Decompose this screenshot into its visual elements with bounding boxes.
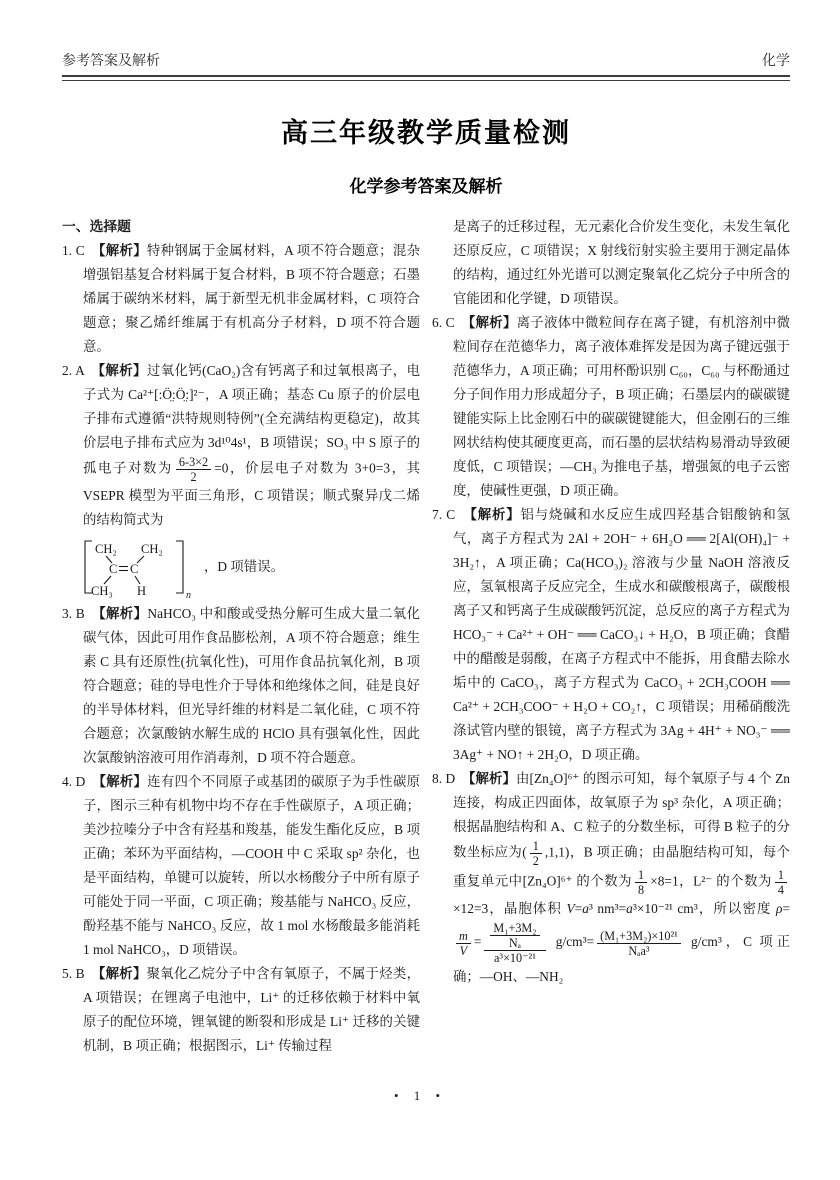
answer-item-5-continuation: 是离子的迁移过程，无元素化合价发生变化，未发生氧化还原反应，C 项错误；X 射线衍射实验主要用于测定晶体的结构，通过红外光谱可以测定聚氧化乙烷分子中所含的官能团和化学键，D 项错误。 — [453, 219, 790, 306]
struct-label-c-left: C — [109, 562, 118, 576]
struct-label-h: H — [137, 584, 147, 598]
structural-formula — [62, 534, 420, 600]
page-subtitle: 化学参考答案及解析 — [349, 177, 503, 196]
answer-item-2: 2. A 【解析】过氧化钙(CaO₂)含有钙离子和过氧根离子，电子式为 Ca²⁺[:Ö̤:Ö̤:]²⁻，A 项正确；基态 Cu 原子的价层电子排布式遵循“洪特规则特例”(全充满结构更稳定)，故其价层电子排布式应为 3d¹⁰4s¹，B 项错误；SO₃ 中 S 原子的孤电子对数为 $\frac{6-3\times 2}{2}$ =0，价层电子对数为 3+0=3，其 VSEPR 模型为平面三角形，C 项错误；顺式聚异戊二烯的结构简式为 — [62, 363, 420, 527]
struct-label-ch2-left: CH₂ — [95, 542, 117, 556]
header-rule — [62, 75, 790, 81]
right-column — [432, 215, 790, 1058]
header-left-label: 参考答案及解析 — [62, 54, 160, 69]
header-right-label: 化学 — [762, 54, 790, 69]
struct-label-n-subscript: n — [186, 590, 191, 600]
page-title: 高三年级教学质量检测 — [281, 118, 571, 148]
page-header — [62, 50, 790, 70]
answer-item-3: 3. B 【解析】NaHCO₃ 中和酸或受热分解可生成大量二氧化碳气体，因此可用作食品膨松剂，A 项不符合题意；维生素 C 具有还原性(抗氧化性)，可用作食品抗氧化剂，B 项符合题意；硅的导电性介于导体和绝缘体之间，硅是良好的半导体材料，但光导纤维的材料是二氧化硅，C 项不符合题意；次氯酸钠水解生成的 HClO 具有强氧化性，因此次氯酸钠溶液可用作消毒剂，D 项不符合题意。 — [62, 606, 420, 765]
struct-label-c-right: C — [130, 562, 139, 576]
two-column-body — [62, 215, 790, 1058]
right-bracket — [176, 541, 183, 593]
answer-item-4: 4. D 【解析】连有四个不同原子或基团的碳原子为手性碳原子，图示三种有机物中均不存在手性碳原子，A 项正确；美沙拉嗪分子中含有羟基和羧基，能发生酯化反应，B 项正确；苯环为平面结构，—COOH 中 C 采取 sp² 杂化，也是平面结构，单键可以旋转，所以水杨酸分子中所有原子可能处于同一平面，C 项正确；羧基能与 NaHCO₃ 反应，酚羟基不能与 NaHCO₃ 反应，故 1 mol 水杨酸最多能消耗 1 mol NaHCO₃，D 项错误。 — [62, 774, 420, 957]
struct-label-ch3: CH₃ — [91, 584, 113, 598]
page-number: • 1 • — [393, 1088, 447, 1103]
bond-c-h — [135, 576, 140, 584]
struct-label-ch2-right: CH₂ — [141, 542, 163, 556]
bond-ch2r-c — [137, 556, 144, 563]
bond-c-ch3 — [104, 576, 111, 584]
answer-item-1: 1. C 【解析】特种钢属于金属材料，A 项不符合题意；混杂增强铝基复合材料属于复合材料，B 项不符合题意；石墨烯属于碳纳米材料，属于新型无机非金属材料，C 项符合题意；聚乙烯纤维属于有机高分子材料，D 项不符合题意。 — [62, 243, 420, 354]
answer-item-8: 8. D 【解析】由[Zn₄O]⁶⁺ 的图示可知，每个氧原子与 4 个 Zn 连接，构成正四面体，故氧原子为 sp³ 杂化，A 项正确；根据晶胞结构和 A、C 粒子的分数坐标，可得 B 粒子的分数坐标应为( $\frac{1}{2}$ ,1,1)，B 项正确；由晶胞结构可知，每个重复单元中[Zn₄O]⁶⁺ 的个数为 $\frac{1}{8}$ ×8=1，L²⁻ 的个数为 $\frac{1}{4}$ ×12=3，晶胞体积 V=a³ nm³=a³×10⁻²¹ cm³，所以密度 ρ= $\frac{m}{V}$ = $\frac{\frac{\text{M₁+3M₂}}{\text{Nₐ}}}{\text{a³×10⁻²¹}}$ g/cm³= $\frac{\text{(M₁+3M₂)×10²¹}}{\text{Nₐa³}}$ g/cm³，C 项正确；—OH、—NH₂ — [432, 771, 791, 984]
section-heading: 一、选择题 — [62, 219, 131, 234]
polyisoprene-structure-svg — [78, 534, 200, 600]
answer-item-5: 5. B 【解析】聚氧化乙烷分子中含有氧原子，不属于烃类，A 项错误；在锂离子电池中，Li⁺ 的迁移依赖于材料中氧原子的配位环境，锂氧键的断裂和形成是 Li⁺ 迁移的关键机制，B 项正确；根据图示，Li⁺ 传输过程 — [62, 966, 420, 1053]
structural-formula-tail: ，D 项错误。 — [204, 559, 284, 574]
left-column — [62, 215, 420, 1058]
answer-item-6: 6. C 【解析】离子液体中微粒间存在离子键，有机溶剂中微粒间存在范德华力，离子液体难挥发是因为离子键远强于范德华力，A 项正确；可用杯酚识别 C₆₀，C₆₀ 与杯酚通过分子间作用力形成超分子，B 项正确；石墨层内的碳碳键键能实际上比金刚石中的碳碳键键能大，但金刚石的三维网状结构使其硬度更高，而石墨的层状结构易滑动导致硬度低，C 项错误；—CH₃ 为推电子基，增强氮的电子云密度，使碱性更强，D 项正确。 — [432, 315, 790, 498]
answer-item-7: 7. C 【解析】铝与烧碱和水反应生成四羟基合铝酸钠和氢气，离子方程式为 2Al + 2OH⁻ + 6H₂O ══ 2[Al(OH)₄]⁻ + 3H₂↑，A 项正确；Ca(HCO₃)₂ 溶液与少量 NaOH 溶液反应，氢氧根离子反应完全，生成水和碳酸根离子，碳酸根离子又和钙离子生成碳酸钙沉淀，总反应的离子方程式为 HCO₃⁻ + Ca²⁺ + OH⁻ ══ CaCO₃↓ + H₂O，B 项正确；食醋中的醋酸是弱酸，在离子方程式中不能拆，用食醋去除水垢中的 CaCO₃，离子方程式为 CaCO₃ + 2CH₃COOH ══ Ca²⁺ + 2CH₃COO⁻ + H₂O + CO₂↑，C 项错误；用稀硝酸洗涤试管内壁的银镜，离子方程式为 3Ag + 4H⁺ + NO₃⁻ ══ 3Ag⁺ + NO↑ + 2H₂O，D 项正确。 — [432, 507, 790, 762]
